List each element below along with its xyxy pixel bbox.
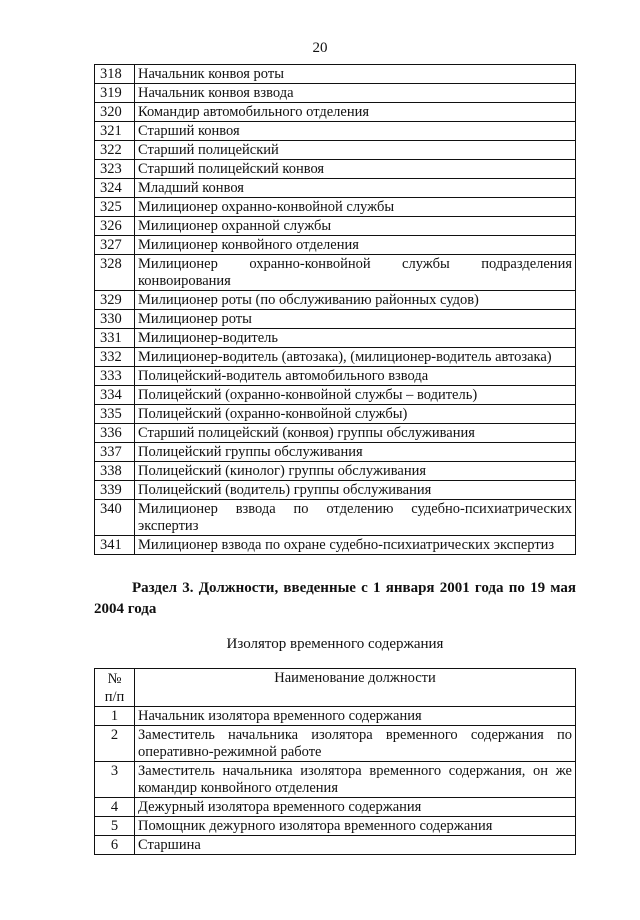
position-title: Милиционер-водитель (автозака), (милиционер-водитель автозака) <box>135 348 576 367</box>
position-title: Полицейский (охранно-конвойной службы – водитель) <box>135 386 576 405</box>
table-row <box>95 536 576 555</box>
row-number: 2 <box>95 726 135 762</box>
header-number-abbrev: п/п <box>104 689 125 705</box>
row-number: 326 <box>95 217 135 236</box>
position-title: Начальник конвоя взвода <box>135 84 576 103</box>
table-row <box>95 236 576 255</box>
position-title: Милиционер роты (по обслуживанию районных судов) <box>135 291 576 310</box>
row-number: 3 <box>95 762 135 798</box>
position-title: Заместитель начальника изолятора временного содержания по оперативно-режимной работе <box>135 726 576 762</box>
row-number: 6 <box>95 836 135 855</box>
row-number: 323 <box>95 160 135 179</box>
position-title: Милиционер-водитель <box>135 329 576 348</box>
position-title: Младший конвоя <box>135 179 576 198</box>
row-number: 1 <box>95 707 135 726</box>
detention-positions-table <box>94 668 576 855</box>
position-title: Начальник изолятора временного содержания <box>135 707 576 726</box>
table-row <box>95 462 576 481</box>
position-title: Старший полицейский <box>135 141 576 160</box>
position-title: Старший полицейский (конвоя) группы обслуживания <box>135 424 576 443</box>
table-row <box>95 707 576 726</box>
row-number: 339 <box>95 481 135 500</box>
table-row <box>95 255 576 291</box>
table-row <box>95 348 576 367</box>
table-row <box>95 500 576 536</box>
position-title: Помощник дежурного изолятора временного содержания <box>135 817 576 836</box>
table-row <box>95 443 576 462</box>
table-header-row <box>95 669 576 707</box>
position-title: Милиционер охранной службы <box>135 217 576 236</box>
table-row <box>95 198 576 217</box>
table-row <box>95 217 576 236</box>
position-title: Командир автомобильного отделения <box>135 103 576 122</box>
section-heading: Раздел 3. Должности, введенные с 1 января 2001 года по 19 мая 2004 года <box>94 580 576 617</box>
table-row <box>95 122 576 141</box>
row-number: 335 <box>95 405 135 424</box>
row-number: 340 <box>95 500 135 536</box>
row-number: 338 <box>95 462 135 481</box>
table-row <box>95 84 576 103</box>
row-number: 341 <box>95 536 135 555</box>
position-title: Полицейский (кинолог) группы обслуживания <box>135 462 576 481</box>
row-number: 330 <box>95 310 135 329</box>
row-number: 336 <box>95 424 135 443</box>
row-number: 327 <box>95 236 135 255</box>
position-title: Старший полицейский конвоя <box>135 160 576 179</box>
row-number: 325 <box>95 198 135 217</box>
row-number: 334 <box>95 386 135 405</box>
section-subheading: Изолятор временного содержания <box>226 636 444 652</box>
position-title: Полицейский (водитель) группы обслуживания <box>135 481 576 500</box>
table-row <box>95 179 576 198</box>
table-row <box>95 65 576 84</box>
table-row <box>95 329 576 348</box>
table-row <box>95 424 576 443</box>
position-title: Полицейский (охранно-конвойной службы) <box>135 405 576 424</box>
position-title: Милиционер охранно-конвойной службы <box>135 198 576 217</box>
page-number: 20 <box>312 40 328 56</box>
row-number: 5 <box>95 817 135 836</box>
row-number: 4 <box>95 798 135 817</box>
row-number: 337 <box>95 443 135 462</box>
table-row <box>95 160 576 179</box>
position-title: Полицейский группы обслуживания <box>135 443 576 462</box>
table-row <box>95 103 576 122</box>
position-title: Старшина <box>135 836 576 855</box>
table-row <box>95 481 576 500</box>
row-number: 322 <box>95 141 135 160</box>
row-number: 333 <box>95 367 135 386</box>
row-number: 321 <box>95 122 135 141</box>
position-title: Милиционер охранно-конвойной службы подразделения конвоирования <box>135 255 576 291</box>
table-row <box>95 405 576 424</box>
header-title-cell: Наименование должности <box>135 669 576 707</box>
table-row <box>95 817 576 836</box>
row-number: 329 <box>95 291 135 310</box>
table-row <box>95 726 576 762</box>
table-row <box>95 386 576 405</box>
position-title: Милиционер конвойного отделения <box>135 236 576 255</box>
row-number: 331 <box>95 329 135 348</box>
detention-table-body <box>95 707 576 855</box>
position-title: Милиционер роты <box>135 310 576 329</box>
position-title: Милиционер взвода по охране судебно-психиатрических экспертиз <box>135 536 576 555</box>
table-row <box>95 836 576 855</box>
header-number-symbol: № <box>107 671 122 687</box>
positions-table-continued <box>94 64 576 555</box>
row-number: 332 <box>95 348 135 367</box>
header-number-cell <box>95 669 135 707</box>
table-row <box>95 762 576 798</box>
position-title: Начальник конвоя роты <box>135 65 576 84</box>
row-number: 319 <box>95 84 135 103</box>
positions-table-body <box>95 65 576 555</box>
position-title: Заместитель начальника изолятора временного содержания, он же командир конвойного отделения <box>135 762 576 798</box>
table-row <box>95 798 576 817</box>
position-title: Старший конвоя <box>135 122 576 141</box>
row-number: 320 <box>95 103 135 122</box>
table-row <box>95 291 576 310</box>
position-title: Полицейский-водитель автомобильного взвода <box>135 367 576 386</box>
table-row <box>95 141 576 160</box>
row-number: 328 <box>95 255 135 291</box>
row-number: 324 <box>95 179 135 198</box>
table-row <box>95 367 576 386</box>
position-title: Дежурный изолятора временного содержания <box>135 798 576 817</box>
row-number: 318 <box>95 65 135 84</box>
position-title: Милиционер взвода по отделению судебно-психиатрических экспертиз <box>135 500 576 536</box>
table-row <box>95 310 576 329</box>
